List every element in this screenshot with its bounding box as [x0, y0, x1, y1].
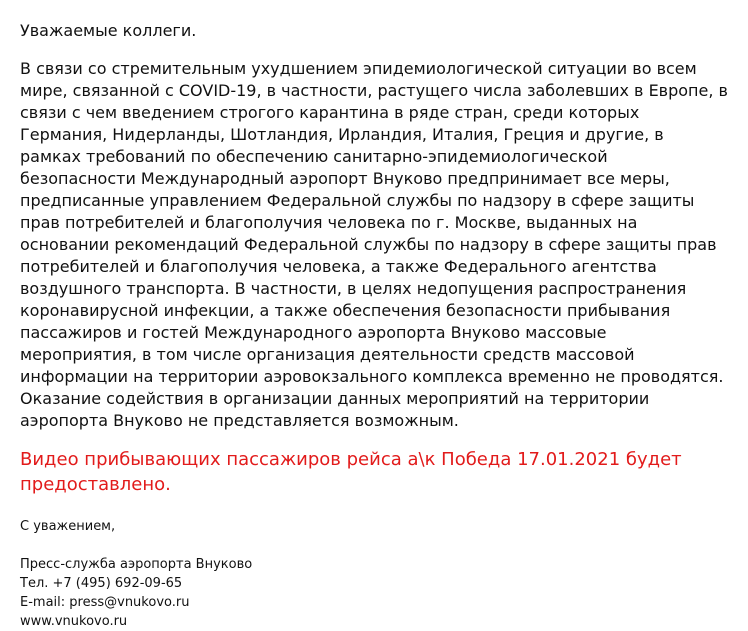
greeting: Уважаемые коллеги.: [20, 21, 197, 40]
signature-website: www.vnukovo.ru: [20, 614, 128, 629]
closing-line: С уважением,: [20, 519, 116, 534]
letter-body: В связи со стремительным ухудшением эпидемиологической ситуации во всем мире, связанной с COVID-19, в частности, растущего числа заболевших в Европе, в связи с чем введением строгого карантина в ряде стран, среди которых Германия, Нидерланды, Шотландия, Ирландия, Италия, Греция и другие, в рамках требований по обеспечению санитарно-эпидемиологической безопасности Международный аэропорт Внуково предпринимает все меры, предписанные управлением Федеральной службы по надзору в сфере защиты прав потребителей и благополучия человека по г. Москве, выданных на основании рекомендаций Федеральной службы по надзору в сфере защиты прав потребителей и благополучия человека, а также Федерального агентства воздушного транспорта. В частности, в целях недопущения распространения коронавирусной инфекции, а также обеспечения безопасности прибывания пассажиров и гостей Международного аэропорта Внуково массовые мероприятия, в том числе организация деятельности средств массовой информации на территории аэровокзального комплекса временно не проводятся. Оказание содействия в организации данных мероприятий на территории аэропорта Внуково не представляется возможным.: [20, 59, 728, 430]
signature-email: E-mail: press@vnukovo.ru: [20, 595, 190, 610]
signature-org: Пресс-служба аэропорта Внуково: [20, 557, 253, 572]
video-notice: Видео прибывающих пассажиров рейса а\к Победа 17.01.2021 будет предоставлено.: [20, 449, 682, 495]
signature-block: [20, 555, 728, 631]
press-letter: [20, 20, 728, 631]
signature-phone: Тел. +7 (495) 692-09-65: [20, 576, 183, 591]
